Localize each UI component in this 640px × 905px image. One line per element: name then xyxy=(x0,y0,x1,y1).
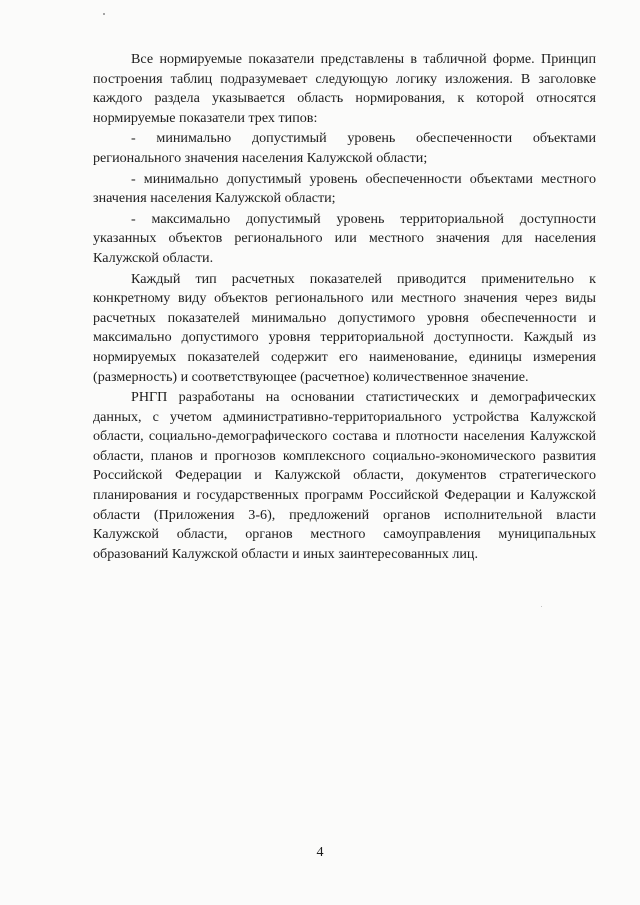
body-text xyxy=(93,50,596,564)
list-item-regional-provision: - минимально допустимый уровень обеспеченности объектами регионального значения населения Калужской области; xyxy=(93,130,596,166)
paragraph-indicator-types: Каждый тип расчетных показателей приводится применительно к конкретному виду объектов регионального или местного значения через виды расчетных показателей минимально допустимого уровня обеспеченности и максимально допустимого уровня территориальной доступности. Каждый из нормируемых показателей содержит его наименование, единицы измерения (размерность) и соответствующее (расчетное) количественное значение. xyxy=(93,270,596,385)
list-item-local-provision: - минимально допустимый уровень обеспеченности объектами местного значения населения Калужской области; xyxy=(93,170,596,207)
paragraph-intro: Все нормируемые показатели представлены в табличной форме. Принцип построения таблиц подразумевает следующую логику изложения. В заголовке каждого раздела указывается область нормирования, к которой относятся нормируемые показатели трех типов: xyxy=(93,51,596,126)
page-number: 4 xyxy=(316,844,324,860)
list-item-accessibility: - максимально допустимый уровень территориальной доступности указанных объектов регионального или местного значения для населения Калужской области. xyxy=(93,210,596,266)
scan-speck xyxy=(103,13,105,15)
scan-speck xyxy=(541,606,542,607)
paragraph-rngp-basis: РНГП разработаны на основании статистических и демографических данных, с учетом административно-территориального устройства Калужской области, социально-демографического состава и плотности населения Калужской области, планов и прогнозов комплексного социально-экономического развития Российской Федерации и Калужской области, документов стратегического планирования и государственных программ Российской Федерации и Калужской области (Приложения 3-6), предложений органов исполнительной власти Калужской области, органов местного самоуправления муниципальных образований Калужской области и иных заинтересованных лиц. xyxy=(93,389,596,562)
